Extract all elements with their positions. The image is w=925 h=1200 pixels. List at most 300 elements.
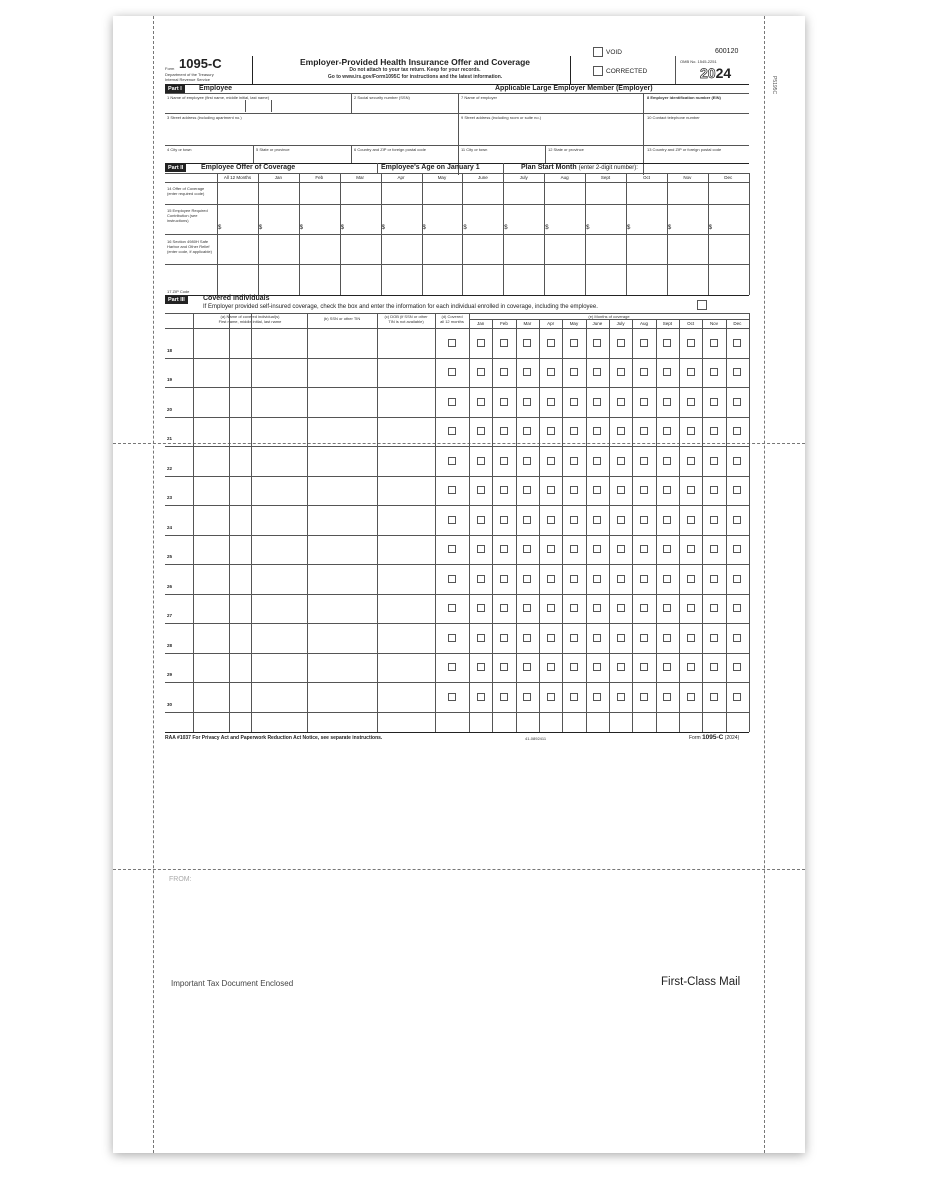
month-coverage-checkbox[interactable] xyxy=(593,368,601,376)
part2-title: Employee Offer of Coverage xyxy=(201,164,296,171)
month-coverage-checkbox[interactable] xyxy=(710,545,718,553)
month-coverage-checkbox[interactable] xyxy=(547,457,555,465)
part3-row-rule xyxy=(165,358,749,359)
part3-month-header: Oct xyxy=(687,321,695,326)
month-coverage-checkbox[interactable] xyxy=(547,516,555,524)
part2-month-header: Mar xyxy=(356,175,364,180)
month-coverage-checkbox[interactable] xyxy=(547,634,555,642)
month-coverage-checkbox[interactable] xyxy=(687,339,695,347)
month-coverage-checkbox[interactable] xyxy=(570,427,578,435)
part3-col-divider xyxy=(435,313,436,732)
covered-12-months-checkbox[interactable] xyxy=(448,693,456,701)
part3-month-divider xyxy=(562,319,563,732)
col-e-title: (e) Months of coverage xyxy=(588,314,630,319)
part3-row-rule xyxy=(165,446,749,447)
part2-dollar-sign: $ xyxy=(299,225,304,231)
month-coverage-checkbox[interactable] xyxy=(617,486,625,494)
month-coverage-checkbox[interactable] xyxy=(710,398,718,406)
month-coverage-checkbox[interactable] xyxy=(523,516,531,524)
month-coverage-checkbox[interactable] xyxy=(570,575,578,583)
month-coverage-checkbox[interactable] xyxy=(663,486,671,494)
month-coverage-checkbox[interactable] xyxy=(663,545,671,553)
part3-month-header: Mar xyxy=(523,321,532,326)
part3-row-number: 26 xyxy=(167,583,173,589)
month-coverage-checkbox[interactable] xyxy=(663,663,671,671)
header-divider-omb xyxy=(675,56,676,84)
part2-month-header: Aug xyxy=(560,175,569,180)
form-word: Form xyxy=(165,66,175,71)
month-coverage-checkbox[interactable] xyxy=(547,486,555,494)
part2-month-header: Sept xyxy=(600,175,611,180)
part3-month-divider xyxy=(632,319,633,732)
covered-12-months-checkbox[interactable] xyxy=(448,663,456,671)
covered-12-months-checkbox[interactable] xyxy=(448,339,456,347)
part2-dollar-sign: $ xyxy=(708,225,713,231)
month-coverage-checkbox[interactable] xyxy=(477,398,485,406)
part2-dollar-sign: $ xyxy=(463,225,467,231)
part3-row-number: 19 xyxy=(167,377,173,382)
part3-row-number: 24 xyxy=(167,524,173,530)
month-coverage-checkbox[interactable] xyxy=(477,693,485,701)
part2-dollar-sign: $ xyxy=(586,225,590,231)
month-coverage-checkbox[interactable] xyxy=(547,575,555,583)
irs-label: Internal Revenue Service xyxy=(165,77,210,82)
month-coverage-checkbox[interactable] xyxy=(500,516,508,524)
part2-month-header: June xyxy=(477,175,488,180)
left-perforation xyxy=(153,16,154,1153)
part3-row-rule xyxy=(165,682,749,683)
covered-12-months-checkbox[interactable] xyxy=(448,427,456,435)
field-6-label: 6 Country and ZIP or foreign postal code xyxy=(354,147,426,152)
month-coverage-checkbox[interactable] xyxy=(663,457,671,465)
part1-row2-rule xyxy=(165,113,749,114)
part3-month-header: Dec xyxy=(733,321,742,326)
month-coverage-checkbox[interactable] xyxy=(733,398,741,406)
month-coverage-checkbox[interactable] xyxy=(593,545,601,553)
month-coverage-checkbox[interactable] xyxy=(500,486,508,494)
part3-row-number: 25 xyxy=(167,554,173,559)
month-coverage-checkbox[interactable] xyxy=(593,693,601,701)
col-b-title: (b) SSN or other TIN xyxy=(323,316,361,321)
part3-month-divider xyxy=(492,319,493,732)
month-coverage-checkbox[interactable] xyxy=(523,604,531,612)
corrected-checkbox[interactable] xyxy=(593,66,603,76)
field-5-label: 5 State or province xyxy=(256,147,290,152)
month-coverage-checkbox[interactable] xyxy=(617,427,625,435)
part3-month-header: Sept xyxy=(662,321,672,326)
month-coverage-checkbox[interactable] xyxy=(710,516,718,524)
part2-dollar-sign: $ xyxy=(340,225,345,231)
month-coverage-checkbox[interactable] xyxy=(500,575,508,583)
part3-row-rule xyxy=(165,505,749,506)
part3-row-rule xyxy=(165,535,749,536)
part3-label: Part III xyxy=(165,296,188,304)
month-coverage-checkbox[interactable] xyxy=(593,427,601,435)
part2-month-header: Dec xyxy=(724,175,733,180)
from-label: FROM: xyxy=(169,876,192,883)
month-coverage-checkbox[interactable] xyxy=(687,457,695,465)
month-coverage-checkbox[interactable] xyxy=(710,457,718,465)
month-coverage-checkbox[interactable] xyxy=(500,634,508,642)
field-13-label: 13 Country and ZIP or foreign postal code xyxy=(647,147,722,152)
month-coverage-checkbox[interactable] xyxy=(523,545,531,553)
month-coverage-checkbox[interactable] xyxy=(640,398,648,406)
month-coverage-checkbox[interactable] xyxy=(593,339,601,347)
part3-row-number: 28 xyxy=(167,642,173,648)
part3-row-number: 23 xyxy=(167,495,173,500)
month-coverage-checkbox[interactable] xyxy=(663,634,671,642)
month-coverage-checkbox[interactable] xyxy=(640,457,648,465)
month-coverage-checkbox[interactable] xyxy=(500,427,508,435)
footer-form-word: Form xyxy=(689,735,701,741)
month-coverage-checkbox[interactable] xyxy=(523,398,531,406)
part2-row-rule xyxy=(165,234,749,235)
field-10-label: 10 Contact telephone number xyxy=(647,115,700,120)
covered-12-months-checkbox[interactable] xyxy=(448,634,456,642)
month-coverage-checkbox[interactable] xyxy=(710,604,718,612)
part2-month-header: May xyxy=(437,175,447,180)
month-coverage-checkbox[interactable] xyxy=(687,486,695,494)
col-d-subtitle: all 12 months xyxy=(440,319,464,324)
month-coverage-checkbox[interactable] xyxy=(687,368,695,376)
first-class-mail: First-Class Mail xyxy=(661,976,741,988)
month-coverage-checkbox[interactable] xyxy=(547,398,555,406)
month-coverage-checkbox[interactable] xyxy=(500,663,508,671)
month-coverage-checkbox[interactable] xyxy=(663,398,671,406)
month-coverage-checkbox[interactable] xyxy=(523,693,531,701)
covered-12-months-checkbox[interactable] xyxy=(448,604,456,612)
month-coverage-checkbox[interactable] xyxy=(523,486,531,494)
month-coverage-checkbox[interactable] xyxy=(477,457,485,465)
month-coverage-checkbox[interactable] xyxy=(710,486,718,494)
field-8-label: 8 Employer identification number (EIN) xyxy=(647,95,721,100)
field-12-divider xyxy=(545,145,546,163)
part2-month-header: July xyxy=(519,175,528,180)
month-coverage-checkbox[interactable] xyxy=(687,545,695,553)
month-coverage-checkbox[interactable] xyxy=(570,516,578,524)
month-coverage-checkbox[interactable] xyxy=(593,663,601,671)
part3-col-divider xyxy=(251,313,252,732)
month-coverage-checkbox[interactable] xyxy=(687,604,695,612)
month-coverage-checkbox[interactable] xyxy=(733,663,741,671)
part3-col-divider xyxy=(229,313,230,732)
month-coverage-checkbox[interactable] xyxy=(617,663,625,671)
month-coverage-checkbox[interactable] xyxy=(570,486,578,494)
month-coverage-checkbox[interactable] xyxy=(523,634,531,642)
month-coverage-checkbox[interactable] xyxy=(547,368,555,376)
month-coverage-checkbox[interactable] xyxy=(687,398,695,406)
month-coverage-checkbox[interactable] xyxy=(640,575,648,583)
plan-divider xyxy=(503,163,504,173)
part3-month-header: Nov xyxy=(709,321,718,326)
footer-form-ref xyxy=(689,734,739,741)
month-coverage-checkbox[interactable] xyxy=(617,693,625,701)
part2-month-header: Jan xyxy=(274,175,282,180)
part3-row-rule xyxy=(165,564,749,565)
tax-year xyxy=(700,65,731,81)
part3-row-number: 21 xyxy=(167,436,173,441)
field-12-label: 12 State or province xyxy=(548,147,584,152)
side-code: P5195C xyxy=(771,76,777,95)
month-coverage-checkbox[interactable] xyxy=(687,575,695,583)
part3-row-number: 18 xyxy=(167,347,173,353)
month-coverage-checkbox[interactable] xyxy=(733,604,741,612)
month-coverage-checkbox[interactable] xyxy=(500,368,508,376)
month-coverage-checkbox[interactable] xyxy=(593,486,601,494)
month-coverage-checkbox[interactable] xyxy=(523,663,531,671)
field-6-divider xyxy=(351,145,352,163)
month-coverage-checkbox[interactable] xyxy=(617,339,625,347)
month-coverage-checkbox[interactable] xyxy=(547,663,555,671)
field-7-label: 7 Name of employer xyxy=(461,95,498,100)
col-d-title: (d) Covered xyxy=(441,314,463,319)
covered-12-months-checkbox[interactable] xyxy=(448,368,456,376)
month-coverage-checkbox[interactable] xyxy=(663,516,671,524)
month-coverage-checkbox[interactable] xyxy=(500,545,508,553)
part2-dollar-sign: $ xyxy=(504,225,508,231)
footer-rule xyxy=(165,732,749,733)
row-15-label: 15 Employee Required Contribution (see instructions) xyxy=(167,208,208,223)
month-coverage-checkbox[interactable] xyxy=(733,457,741,465)
form-sheet xyxy=(113,16,805,1153)
covered-12-months-checkbox[interactable] xyxy=(448,457,456,465)
month-coverage-checkbox[interactable] xyxy=(733,516,741,524)
month-coverage-checkbox[interactable] xyxy=(477,575,485,583)
month-coverage-checkbox[interactable] xyxy=(593,575,601,583)
month-coverage-checkbox[interactable] xyxy=(477,427,485,435)
month-coverage-checkbox[interactable] xyxy=(547,427,555,435)
month-coverage-checkbox[interactable] xyxy=(733,575,741,583)
month-coverage-checkbox[interactable] xyxy=(640,693,648,701)
month-coverage-checkbox[interactable] xyxy=(733,368,741,376)
month-coverage-checkbox[interactable] xyxy=(687,427,695,435)
part3-row-number: 22 xyxy=(167,465,173,471)
part2-label: Part II xyxy=(165,164,186,172)
part1-label: Part I xyxy=(165,85,185,93)
month-coverage-checkbox[interactable] xyxy=(477,663,485,671)
month-coverage-checkbox[interactable] xyxy=(500,339,508,347)
month-coverage-checkbox[interactable] xyxy=(477,516,485,524)
ale-title: Applicable Large Employer Member (Employer) xyxy=(495,85,653,92)
month-coverage-checkbox[interactable] xyxy=(570,634,578,642)
field-1-sep-b xyxy=(271,100,272,112)
month-coverage-checkbox[interactable] xyxy=(617,545,625,553)
part3-row-number: 30 xyxy=(167,701,173,707)
month-coverage-checkbox[interactable] xyxy=(570,398,578,406)
part3-month-header: Jan xyxy=(477,321,485,326)
month-coverage-checkbox[interactable] xyxy=(523,368,531,376)
month-coverage-checkbox[interactable] xyxy=(547,545,555,553)
month-coverage-checkbox[interactable] xyxy=(640,427,648,435)
part2-month-header: All 12 Months xyxy=(223,175,252,180)
month-coverage-checkbox[interactable] xyxy=(477,604,485,612)
footer-form-number: 1095-C xyxy=(702,734,724,741)
month-coverage-checkbox[interactable] xyxy=(547,604,555,612)
covered-12-months-checkbox[interactable] xyxy=(448,516,456,524)
part2-dollar-sign: $ xyxy=(627,225,631,231)
part3-month-header: May xyxy=(569,321,579,326)
part3-row-rule xyxy=(165,476,749,477)
part3-row-number: 20 xyxy=(167,406,173,412)
covered-12-months-checkbox[interactable] xyxy=(448,545,456,553)
part2-month-header: Oct xyxy=(642,175,650,180)
part3-month-header: Apr xyxy=(547,321,555,326)
month-coverage-checkbox[interactable] xyxy=(523,427,531,435)
part3-month-header: Aug xyxy=(639,321,648,326)
month-coverage-checkbox[interactable] xyxy=(640,663,648,671)
month-coverage-checkbox[interactable] xyxy=(477,634,485,642)
month-coverage-checkbox[interactable] xyxy=(710,693,718,701)
month-coverage-checkbox[interactable] xyxy=(593,604,601,612)
part3-month-divider xyxy=(516,319,517,732)
part1-title: Employee xyxy=(199,85,233,92)
month-coverage-checkbox[interactable] xyxy=(617,575,625,583)
subtitle-2: Go to www.irs.gov/Form1095C for instructions and the latest information. xyxy=(327,74,503,80)
part2-row-rule xyxy=(165,182,749,183)
field-1-label: 1 Name of employee (first name, middle initial, last name) xyxy=(167,95,270,100)
month-coverage-checkbox[interactable] xyxy=(710,427,718,435)
month-coverage-checkbox[interactable] xyxy=(663,339,671,347)
month-coverage-checkbox[interactable] xyxy=(500,693,508,701)
month-coverage-checkbox[interactable] xyxy=(710,663,718,671)
month-coverage-checkbox[interactable] xyxy=(617,398,625,406)
part3-month-header: Feb xyxy=(500,321,508,326)
month-coverage-checkbox[interactable] xyxy=(687,663,695,671)
part3-month-divider xyxy=(656,319,657,732)
month-coverage-checkbox[interactable] xyxy=(593,634,601,642)
important-tax-document: Important Tax Document Enclosed xyxy=(171,979,294,988)
month-coverage-checkbox[interactable] xyxy=(640,604,648,612)
month-coverage-checkbox[interactable] xyxy=(617,634,625,642)
month-coverage-checkbox[interactable] xyxy=(500,457,508,465)
header-divider-left xyxy=(252,56,253,84)
lower-fold-perforation xyxy=(113,869,805,870)
month-coverage-checkbox[interactable] xyxy=(687,516,695,524)
part3-col-divider xyxy=(307,313,308,732)
month-coverage-checkbox[interactable] xyxy=(617,516,625,524)
month-coverage-checkbox[interactable] xyxy=(523,457,531,465)
part3-col-divider xyxy=(377,313,378,732)
part2-dollar-sign: $ xyxy=(381,225,385,231)
footer-form-year: (2024) xyxy=(724,735,740,741)
part3-month-header: July xyxy=(616,321,625,326)
month-coverage-checkbox[interactable] xyxy=(663,368,671,376)
month-coverage-checkbox[interactable] xyxy=(733,693,741,701)
month-coverage-checkbox[interactable] xyxy=(663,575,671,583)
month-coverage-checkbox[interactable] xyxy=(617,604,625,612)
month-coverage-checkbox[interactable] xyxy=(500,398,508,406)
part2-dollar-sign: $ xyxy=(422,225,426,231)
corrected-label: CORRECTED xyxy=(606,68,648,75)
row-16-label: 16 Section 4980H Safe Harbor and Other Relief (enter code, if applicable) xyxy=(167,239,212,254)
month-coverage-checkbox[interactable] xyxy=(477,368,485,376)
month-coverage-checkbox[interactable] xyxy=(570,368,578,376)
month-coverage-checkbox[interactable] xyxy=(547,339,555,347)
month-coverage-checkbox[interactable] xyxy=(477,339,485,347)
month-coverage-checkbox[interactable] xyxy=(733,634,741,642)
row-14-label: 14 Offer of Coverage (enter required code) xyxy=(167,186,205,196)
footer-privacy: RAA #1037 For Privacy Act and Paperwork Reduction Act Notice, see separate instructions. xyxy=(165,735,383,741)
part3-month-divider xyxy=(539,319,540,732)
month-coverage-checkbox[interactable] xyxy=(640,634,648,642)
month-coverage-checkbox[interactable] xyxy=(570,545,578,553)
part3-month-divider xyxy=(586,319,587,732)
omb-number: OMB No. 1545-2251 xyxy=(680,59,717,64)
part2-month-header: Nov xyxy=(683,175,692,180)
self-insured-checkbox[interactable] xyxy=(697,300,707,310)
part3-row-rule xyxy=(165,387,749,388)
part3-month-header: June xyxy=(592,321,603,326)
covered-12-months-checkbox[interactable] xyxy=(448,398,456,406)
field-9-label: 9 Street address (including room or suite no.) xyxy=(461,115,542,120)
month-coverage-checkbox[interactable] xyxy=(570,693,578,701)
month-coverage-checkbox[interactable] xyxy=(593,398,601,406)
month-coverage-checkbox[interactable] xyxy=(570,339,578,347)
part3-row-rule xyxy=(165,653,749,654)
month-coverage-checkbox[interactable] xyxy=(663,604,671,612)
month-coverage-checkbox[interactable] xyxy=(593,516,601,524)
month-coverage-checkbox[interactable] xyxy=(523,339,531,347)
month-coverage-checkbox[interactable] xyxy=(663,427,671,435)
month-coverage-checkbox[interactable] xyxy=(477,545,485,553)
month-coverage-checkbox[interactable] xyxy=(617,368,625,376)
part3-col-divider xyxy=(193,313,194,732)
month-coverage-checkbox[interactable] xyxy=(710,339,718,347)
part3-row-number: 29 xyxy=(167,672,173,677)
part3-row-rule xyxy=(165,417,749,418)
month-coverage-checkbox[interactable] xyxy=(733,545,741,553)
age-divider xyxy=(377,163,378,173)
month-coverage-checkbox[interactable] xyxy=(500,604,508,612)
part3-month-divider xyxy=(609,319,610,732)
month-coverage-checkbox[interactable] xyxy=(687,693,695,701)
month-coverage-checkbox[interactable] xyxy=(570,604,578,612)
month-coverage-checkbox[interactable] xyxy=(710,368,718,376)
month-coverage-checkbox[interactable] xyxy=(733,427,741,435)
month-coverage-checkbox[interactable] xyxy=(640,339,648,347)
part2-dollar-sign: $ xyxy=(545,225,549,231)
month-coverage-checkbox[interactable] xyxy=(617,457,625,465)
month-coverage-checkbox[interactable] xyxy=(477,486,485,494)
field-11-label: 11 City or town xyxy=(461,147,488,152)
month-coverage-checkbox[interactable] xyxy=(570,457,578,465)
plan-start-label: Plan Start Month xyxy=(521,164,577,171)
month-coverage-checkbox[interactable] xyxy=(733,486,741,494)
part2-dollar-sign: $ xyxy=(218,225,222,231)
month-coverage-checkbox[interactable] xyxy=(687,634,695,642)
month-coverage-checkbox[interactable] xyxy=(733,339,741,347)
covered-12-months-checkbox[interactable] xyxy=(448,575,456,583)
part2-month-header: Feb xyxy=(315,175,324,180)
month-coverage-checkbox[interactable] xyxy=(710,575,718,583)
part2-row-rule xyxy=(165,204,749,205)
part3-row-number: 27 xyxy=(167,613,173,618)
month-coverage-checkbox[interactable] xyxy=(570,663,578,671)
month-coverage-checkbox[interactable] xyxy=(640,516,648,524)
dept-treasury: Department of the Treasury xyxy=(165,72,214,77)
void-checkbox[interactable] xyxy=(593,47,603,57)
month-coverage-checkbox[interactable] xyxy=(640,368,648,376)
month-coverage-checkbox[interactable] xyxy=(640,486,648,494)
covered-12-months-checkbox[interactable] xyxy=(448,486,456,494)
part2-header-rule xyxy=(165,173,749,174)
month-coverage-checkbox[interactable] xyxy=(640,545,648,553)
month-coverage-checkbox[interactable] xyxy=(663,693,671,701)
month-coverage-checkbox[interactable] xyxy=(547,693,555,701)
month-coverage-checkbox[interactable] xyxy=(710,634,718,642)
month-coverage-checkbox[interactable] xyxy=(523,575,531,583)
month-coverage-checkbox[interactable] xyxy=(593,457,601,465)
